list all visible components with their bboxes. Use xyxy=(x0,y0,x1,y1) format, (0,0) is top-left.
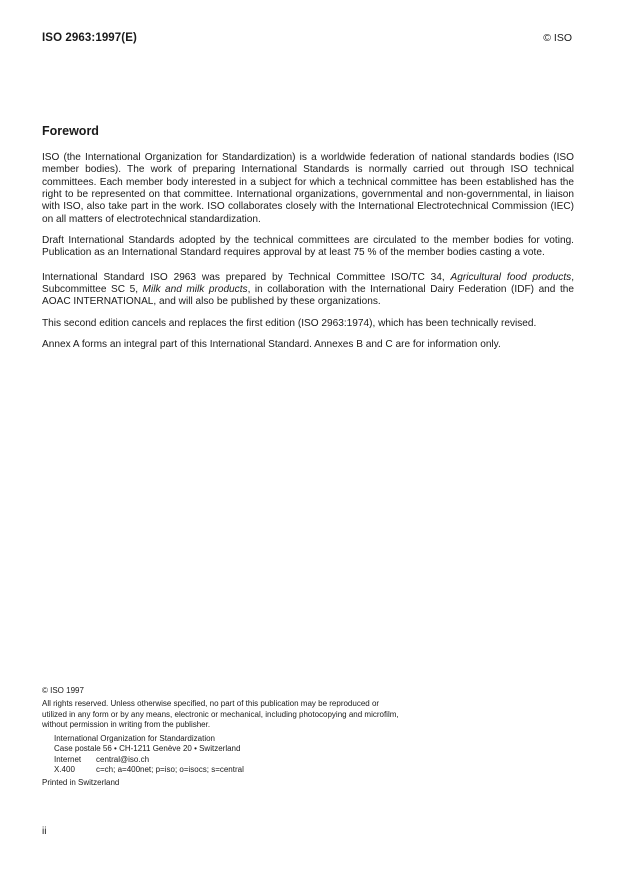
x400-value: c=ch; a=400net; p=iso; o=isocs; s=central xyxy=(96,765,244,775)
x400-row xyxy=(54,765,402,775)
publisher-address xyxy=(54,734,402,775)
standard-id: ISO 2963:1997(E) xyxy=(42,32,137,44)
page-title: Foreword xyxy=(42,124,99,138)
page-number: ii xyxy=(42,826,47,837)
foreword-paragraph-3 xyxy=(42,272,574,309)
foreword-paragraph-1: ISO (the International Organization for Standardization) is a worldwide federation of national standards bodies (ISO member bodies). The work of preparing International Standards is normally carried out through ISO technical committees. Each member body interested in a subject for which a technical committee has been established has the right to be represented on that committee. International organizations, governmental and non-governmental, in liaison with ISO, also take part in the work. ISO collaborates closely with the International Electrotechnical Commission (IEC) on all matters of electrotechnical standardization. xyxy=(42,152,574,225)
publication-notice xyxy=(42,686,402,789)
p3-text-3: , in collaboration with the International Dairy Federation (IDF) and the AOAC INTERNATIONAL, and will also be published by these organizations. xyxy=(42,284,574,308)
internet-label: Internet xyxy=(54,754,82,764)
foreword-paragraph-4: This second edition cancels and replaces the first edition (ISO 2963:1974), which has been technically revised. xyxy=(42,317,537,329)
footer-copyright: © ISO 1997 xyxy=(42,686,84,695)
internet-row xyxy=(54,755,402,765)
org-name: International Organization for Standardization xyxy=(54,734,215,744)
internet-value: central@iso.ch xyxy=(96,754,150,764)
p3-italic-1: Agricultural food products xyxy=(450,271,572,283)
p3-text-2: , Subcommittee SC 5, xyxy=(42,271,574,296)
header-copyright: © ISO xyxy=(543,32,572,44)
foreword-paragraph-5: Annex A forms an integral part of this International Standard. Annexes B and C are for information only. xyxy=(42,339,501,351)
foreword-paragraph-2: Draft International Standards adopted by the technical committees are circulated to the member bodies for voting. Publication as an International Standard requires approval by at least 75 % of the member bodies casting a vote. xyxy=(42,235,574,259)
printed-in: Printed in Switzerland xyxy=(42,778,120,788)
p3-text-1: International Standard ISO 2963 was prepared by Technical Committee ISO/TC 34, xyxy=(42,271,451,283)
rights-statement: All rights reserved. Unless otherwise specified, no part of this publication may be reproduced or utilized in any form or by any means, electronic or mechanical, including photocopying and microfilm, without permission in writing from the publisher. xyxy=(42,699,399,729)
p3-italic-2: Milk and milk products xyxy=(142,284,248,296)
postal-address: Case postale 56 • CH-1211 Genève 20 • Switzerland xyxy=(54,744,241,754)
foreword-body xyxy=(42,152,574,360)
x400-label: X.400 xyxy=(54,765,75,775)
